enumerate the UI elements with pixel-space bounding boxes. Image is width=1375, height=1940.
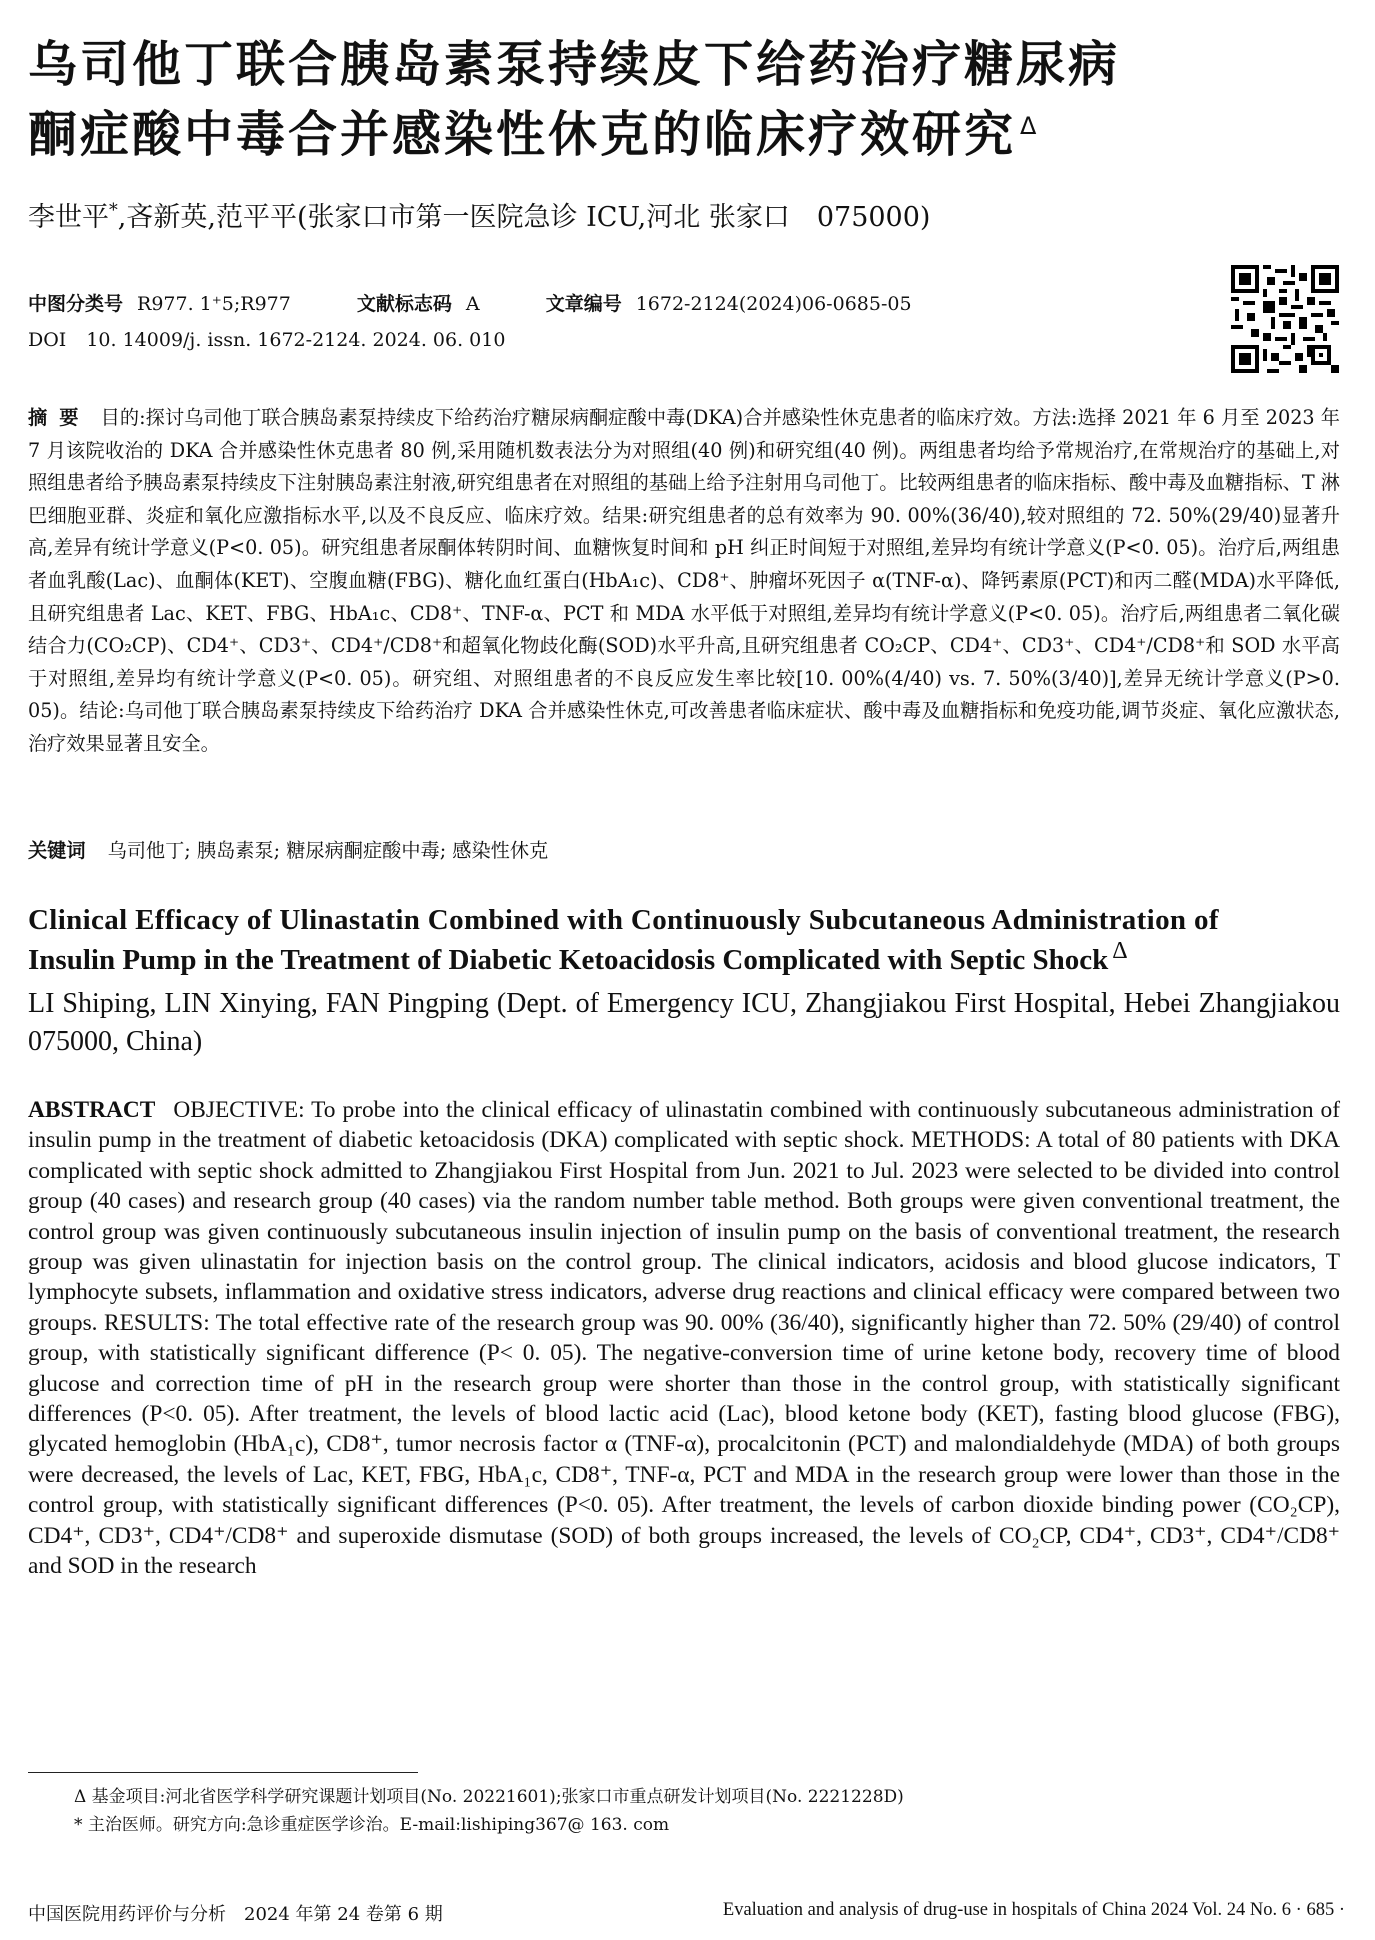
article-number-value: 1672-2124(2024)06-0685-05 <box>635 293 912 315</box>
title-en-line-2 <box>28 940 1348 980</box>
footnote-funding: Δ 基金项目:河北省医学科学研究课题计划项目(No. 20221601);张家口市重点研发计划项目(No. 2221228D) <box>74 1787 904 1807</box>
article-number-label: 文章编号 <box>545 293 622 315</box>
author-2: 吝新英 <box>126 202 208 233</box>
journal-footer-cn: 中国医院用药评价与分析 2024 年第 24 卷第 6 期 <box>28 1904 443 1925</box>
clc-value: R977. 1⁺5;R977 <box>137 293 291 315</box>
doi-value: 10. 14009/j. issn. 1672-2124. 2024. 06. 010 <box>86 329 506 351</box>
author-line-en: LI Shiping, LIN Xinying, FAN Pingping (Dept. of Emergency ICU, Zhangjiakou First Hospital, Hebei Zhangjiakou 075000, China) <box>28 988 1340 1057</box>
abstract-cn-label: 摘要 <box>28 406 91 429</box>
abstract-cn <box>28 402 1340 761</box>
author-1: 李世平 <box>28 202 109 233</box>
keywords-cn <box>28 836 1340 866</box>
keywords-cn-label: 关键词 <box>28 839 86 862</box>
corresponding-mark: * <box>109 201 118 221</box>
footnote-author: * 主治医师。研究方向:急诊重症医学诊治。E-mail:lishiping367@ 163. com <box>74 1815 670 1835</box>
title-en-line-2-text: Insulin Pump in the Treatment of Diabetic Ketoacidosis Complicated with Septic Shock <box>28 944 1109 976</box>
abstract-en-text: OBJECTIVE: To probe into the clinical efficacy of ulinastatin combined with continuously subcutaneous administration of insulin pump in the treatment of diabetic ketoacidosis (DKA) complicated with septic shock. METHODS: A total of 80 patients with DKA complicated with septic shock admitted to Zhangjiakou First Hospital from Jun. 2021 to Jul. 2023 were selected to be divided into control group (40 cases) and research group (40 cases) via the random number table method. Both groups were given conventional treatment, the control group was given continuously subcutaneous insulin injection of insulin pump on the basis of conventional treatment, the research group was given ulinastatin for injection basis on the control group. The clinical indicators, acidosis and blood glucose indicators, T lymphocyte subsets, inflammation and oxidative stress indicators, adverse drug reactions and clinical efficacy were compared between two groups. RESULTS: The total effective rate of the research group was 90. 00% (36/40), significantly higher than 72. 50% (29/40) of control group, with statistically significant difference (P< 0. 05). The negative-conversion time of urine ketone body, recovery time of blood glucose and correction time of pH in the research group were shorter than those in the control group, with statistically significant differences (P<0. 05). After treatment, the levels of blood lactic acid (Lac), blood ketone body (KET), fasting blood glucose (FBG), glycated hemoglobin (HbA₁c), CD8⁺, tumor necrosis factor α (TNF-α), procalcitonin (PCT) and malondialdehyde (MDA) of both groups were decreased, the levels of Lac, KET, FBG, HbA₁c, CD8⁺, TNF-α, PCT and MDA in the research group were lower than those in the control group, with statistically significant differences (P<0. 05). After treatment, the levels of carbon dioxide binding power (CO₂CP), CD4⁺, CD3⁺, CD4⁺/CD8⁺ and superoxide dismutase (SOD) of both groups increased, the levels of CO₂CP, CD4⁺, CD3⁺, CD4⁺/CD8⁺ and SOD in the research <box>28 1097 1340 1580</box>
title-line-2 <box>28 100 1348 170</box>
title-footnote-mark: Δ <box>1020 111 1040 140</box>
abstract-en <box>28 1095 1340 1582</box>
journal-footer-en: Evaluation and analysis of drug-use in hospitals of China 2024 Vol. 24 No. 6 · 685 · <box>722 1900 1345 1920</box>
clc-label: 中图分类号 <box>28 293 124 315</box>
abstract-cn-text: 目的:探讨乌司他丁联合胰岛素泵持续皮下给药治疗糖尿病酮症酸中毒(DKA)合并感染性休克患者的临床疗效。方法:选择 2021 年 6 月至 2023 年 7 月该院收治的 DKA 合并感染性休克患者 80 例,采用随机数表法分为对照组(40 例)和研究组(40 例)。两组患者均给予常规治疗,在常规治疗的基础上,对照组患者给予胰岛素泵持续皮下注射胰岛素注射液,研究组患者在对照组的基础上给予注射用乌司他丁。比较两组患者的临床指标、酸中毒及血糖指标、T 淋巴细胞亚群、炎症和氧化应激指标水平,以及不良反应、临床疗效。结果:研究组患者的总有效率为 90. 00%(36/40),较对照组的 72. 50%(29/40)显著升高,差异有统计学意义(P<0. 05)。研究组患者尿酮体转阴时间、血糖恢复时间和 pH 纠正时间短于对照组,差异均有统计学意义(P<0. 05)。治疗后,两组患者血乳酸(Lac)、血酮体(KET)、空腹血糖(FBG)、糖化血红蛋白(HbA₁c)、CD8⁺、肿瘤坏死因子 α(TNF-α)、降钙素原(PCT)和丙二醛(MDA)水平降低,且研究组患者 Lac、KET、FBG、HbA₁c、CD8⁺、TNF-α、PCT 和 MDA 水平低于对照组,差异均有统计学意义(P<0. 05)。治疗后,两组患者二氧化碳结合力(CO₂CP)、CD4⁺、CD3⁺、CD4⁺/CD8⁺和超氧化物歧化酶(SOD)水平升高,且研究组患者 CO₂CP、CD4⁺、CD3⁺、CD4⁺/CD8⁺和 SOD 水平高于对照组,差异均有统计学意义(P<0. 05)。研究组、对照组患者的不良反应发生率比较[10. 00%(4/40) vs. 7. 50%(3/40)],差异无统计学意义(P>0. 05)。结论:乌司他丁联合胰岛素泵持续皮下给药治疗 DKA 合并感染性休克,可改善患者临床症状、酸中毒及血糖指标和免疫功能,调节炎症、氧化应激状态,治疗效果显著且安全。 <box>28 406 1340 755</box>
author-affiliation: 张家口市第一医院急诊 ICU,河北 张家口 075000 <box>307 202 920 233</box>
abstract-en-label: ABSTRACT <box>28 1097 156 1123</box>
title-en-line-1: Clinical Efficacy of Ulinastatin Combined with Continuously Subcutaneous Administration of <box>28 904 1219 936</box>
keywords-cn-text: 乌司他丁; 胰岛素泵; 糖尿病酮症酸中毒; 感染性休克 <box>107 839 549 862</box>
doi-label: DOI <box>28 329 67 351</box>
title-line-2-text: 酮症酸中毒合并感染性休克的临床疗效研究 <box>28 106 1017 163</box>
doc-code-label: 文献标志码 <box>356 293 452 315</box>
title-line-1: 乌司他丁联合胰岛素泵持续皮下给药治疗糖尿病 <box>28 36 1121 93</box>
doi-row <box>28 326 505 354</box>
author-3: 范平平 <box>215 202 297 233</box>
qr-code-icon <box>1231 265 1339 373</box>
footnote-divider <box>28 1772 418 1773</box>
title-en-footnote-mark: Δ <box>1112 938 1128 965</box>
author-line-cn: 李世平*,吝新英,范平平(张家口市第一医院急诊 ICU,河北 张家口 075000) <box>28 201 931 233</box>
article-title-en <box>28 900 1348 980</box>
article-title-cn <box>28 30 1348 170</box>
doc-code-value: A <box>465 293 480 315</box>
classification-row <box>28 290 912 318</box>
